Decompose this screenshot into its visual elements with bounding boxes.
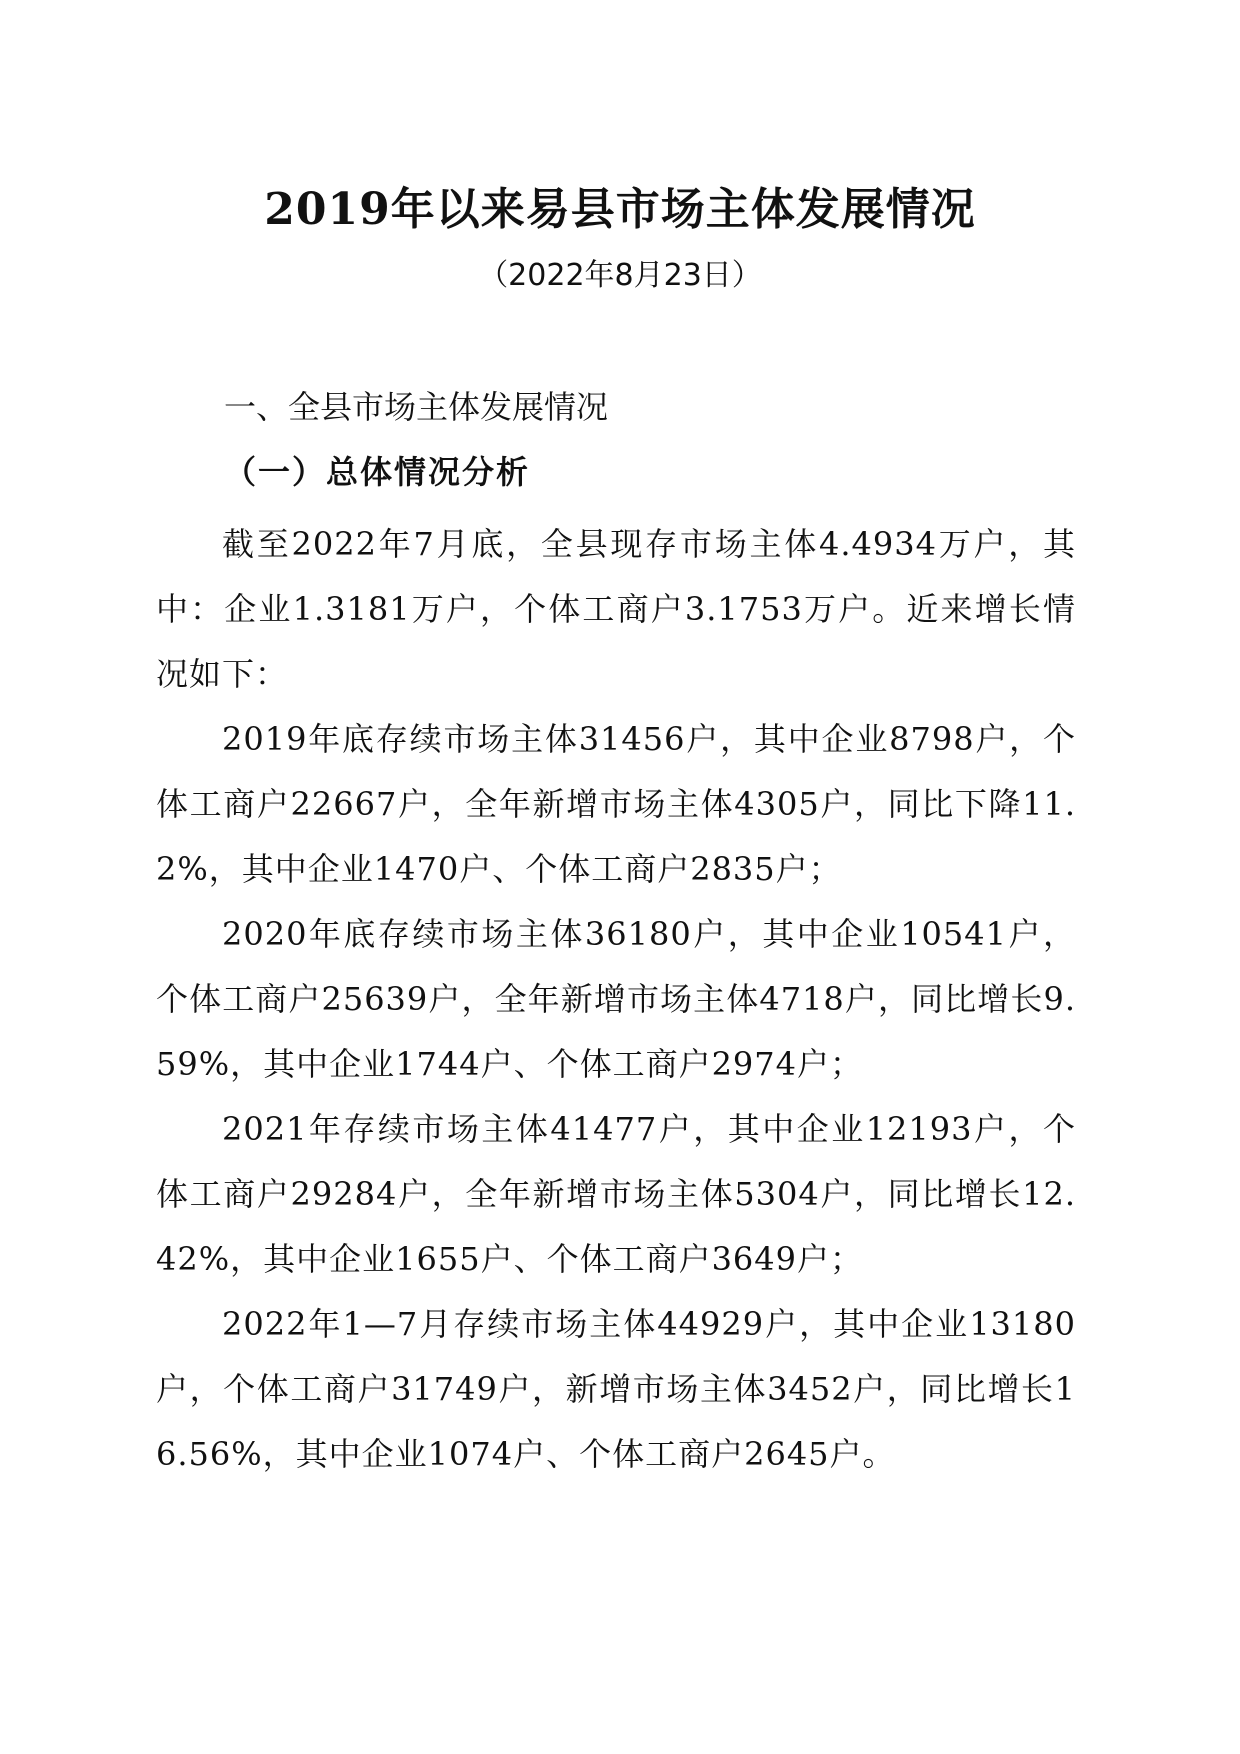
section-heading: 一、全县市场主体发展情况 <box>224 388 609 426</box>
paragraph-2019: 2019年底存续市场主体31456户，其中企业8798户，个体工商户22667户，全年新增市场主体4305户，同比下降11.2%，其中企业1470户、个体工商户2835户； <box>156 720 1076 888</box>
paragraph-2022: 2022年1—7月存续市场主体44929户，其中企业13180户，个体工商户31749户，新增市场主体3452户，同比增长16.56%，其中企业1074户、个体工商户2645户。 <box>156 1305 1076 1473</box>
paragraph-2020: 2020年底存续市场主体36180户，其中企业10541户，个体工商户25639户，全年新增市场主体4718户，同比增长9.59%，其中企业1744户、个体工商户2974户； <box>156 915 1076 1083</box>
document-body <box>156 512 1076 1487</box>
document-date: （2022年8月23日） <box>478 258 762 293</box>
subsection-heading: （一）总体情况分析 <box>224 453 531 491</box>
paragraph-summary: 截至2022年7月底，全县现存市场主体4.4934万户，其中：企业1.3181万户，个体工商户3.1753万户。近来增长情况如下： <box>156 525 1076 693</box>
paragraph-2021: 2021年存续市场主体41477户，其中企业12193户，个体工商户29284户，全年新增市场主体5304户，同比增长12.42%，其中企业1655户、个体工商户3649户； <box>156 1110 1076 1278</box>
document-title: 2019年以来易县市场主体发展情况 <box>264 184 976 235</box>
